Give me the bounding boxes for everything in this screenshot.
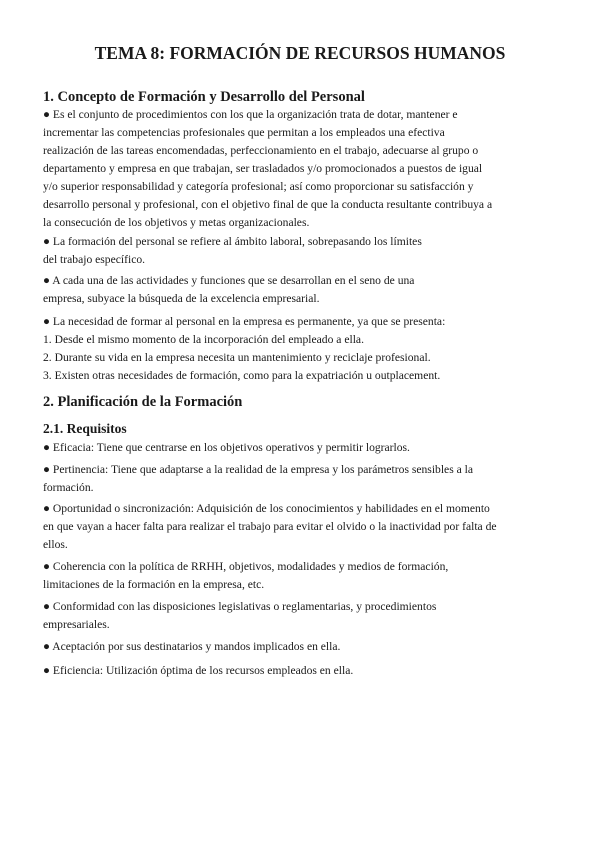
text-line: ● Conformidad con las disposiciones legislativas o reglamentarias, y procedimientos — [43, 600, 437, 613]
text-line: ● La formación del personal se refiere al ámbito laboral, sobrepasando los límites — [43, 235, 422, 248]
list-item: 3. Existen otras necesidades de formación, como para la expatriación u outplacement. — [43, 369, 441, 382]
subsection-2-1-heading: 2.1. Requisitos — [43, 421, 127, 436]
text-line: desarrollo personal y profesional, con el objetivo final de que la conducta resultante contribuya a — [43, 198, 493, 211]
requirement-opportunity — [43, 500, 563, 554]
paragraph-training-need — [43, 313, 563, 385]
paragraph-labor-scope — [43, 233, 563, 269]
text-line: ● Eficacia: Tiene que centrarse en los objetivos operativos y permitir lograrlos. — [43, 441, 410, 454]
text-line: del trabajo específico. — [43, 253, 146, 266]
text-line: empresa, subyace la búsqueda de la excelencia empresarial. — [43, 292, 320, 305]
text-line: incrementar las competencias profesionales que permitan a los empleados una efectiva — [43, 126, 445, 139]
requirement-efficiency — [43, 662, 563, 680]
requirement-conformity — [43, 598, 563, 634]
text-line: departamento y empresa en que trabajan, ser trasladados y/o promocionados a puestos de igual — [43, 162, 483, 175]
text-line: ellos. — [43, 538, 68, 551]
text-line: ● Oportunidad o sincronización: Adquisición de los conocimientos y habilidades en el momento — [43, 502, 490, 515]
requirement-efficacy — [43, 439, 563, 457]
text-line: empresariales. — [43, 618, 110, 631]
text-line: la consecución de los objetivos y metas organizacionales. — [43, 216, 310, 229]
list-item: 1. Desde el mismo momento de la incorporación del empleado a ella. — [43, 333, 364, 346]
page-title: TEMA 8: FORMACIÓN DE RECURSOS HUMANOS — [94, 43, 506, 63]
text-line: ● Pertinencia: Tiene que adaptarse a la realidad de la empresa y los parámetros sensibles a la — [43, 463, 474, 476]
text-line: y/o superior responsabilidad y categoría profesional; así como proporcionar su satisfacción y — [43, 180, 474, 193]
requirement-coherence — [43, 558, 563, 594]
text-line: ● Eficiencia: Utilización óptima de los recursos empleados en ella. — [43, 664, 354, 677]
list-item: 2. Durante su vida en la empresa necesita un mantenimiento y reciclaje profesional. — [43, 351, 431, 364]
text-line: ● Aceptación por sus destinatarios y mandos implicados en ella. — [43, 640, 341, 653]
text-line: ● La necesidad de formar al personal en la empresa es permanente, ya que se presenta: — [43, 315, 446, 328]
section-1-heading: 1. Concepto de Formación y Desarrollo del Personal — [43, 89, 365, 105]
text-line: en que vayan a hacer falta para realizar el trabajo para evitar el olvido o la inactividad por falta de — [43, 520, 497, 533]
text-line: ● A cada una de las actividades y funciones que se desarrollan en el seno de una — [43, 274, 415, 287]
text-line: ● Es el conjunto de procedimientos con los que la organización trata de dotar, mantener e — [43, 108, 458, 121]
paragraph-concept-definition — [43, 106, 563, 232]
requirement-pertinence — [43, 461, 563, 497]
requirement-acceptance — [43, 638, 563, 656]
paragraph-excellence — [43, 272, 563, 308]
text-line: realización de las tareas encomendadas, perfeccionamiento en el trabajo, adecuarse al grupo o — [43, 144, 479, 157]
section-2-heading: 2. Planificación de la Formación — [43, 394, 243, 410]
text-line: ● Coherencia con la política de RRHH, objetivos, modalidades y medios de formación, — [43, 560, 449, 573]
text-line: formación. — [43, 481, 94, 494]
text-line: limitaciones de la formación en la empresa, etc. — [43, 578, 265, 591]
